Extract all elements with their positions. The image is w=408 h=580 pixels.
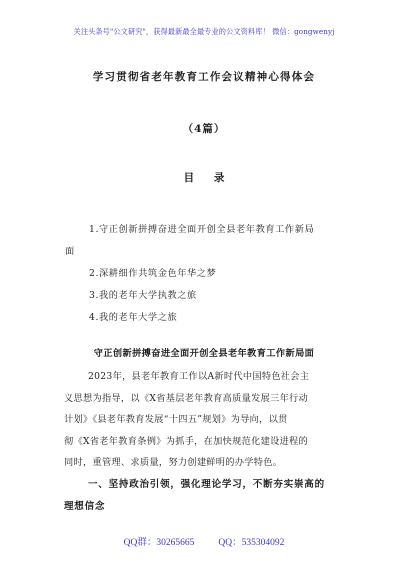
toc-item-1-line1: 1.守正创新拼搏奋进全面开创全县老年教育工作新局 [89,224,315,235]
article-count: （4篇） [182,123,226,135]
toc-heading: 目 录 [183,172,233,184]
paragraph-line: 同时，重管理、求质量，努力创建鲜明的办学特色。 [64,457,283,468]
footer-contact [0,534,408,548]
table-of-contents [65,219,359,329]
body-paragraph [64,366,352,474]
toc-item-4: 4.我的老年大学之旅 [89,312,178,323]
section-title: 守正创新拼搏奋进全面开创全县老年教育工作新局面 [93,348,315,359]
paragraph-line: 义思想为指导，以《X省基层老年教育高质量发展三年行动 [64,392,309,404]
toc-item-3: 3.我的老年大学执教之旅 [89,290,197,301]
toc-item-1-line2: 面 [65,246,75,257]
toc-item-1 [65,219,359,257]
toc-item-2: 2.深耕细作共筑金色年华之梦 [89,268,217,279]
header-note: 关注头条号"公文研究"，获得最新最全最专业的公文资料库！ 微信：gongwenyj [73,27,335,36]
subheading-line: 理想信念 [64,500,106,512]
paragraph-line: 计划》《县老年教育发展“十四五”规划》为导向，以贯 [64,414,288,425]
document-title: 学习贯彻省老年教育工作会议精神心得体会 [92,71,316,83]
footer-qq: QQ：535304092 [218,538,285,548]
footer-qq-group: QQ群：30265665 [123,538,195,548]
subheading-line: 一、坚持政治引领，强化理论学习，不断夯实崇高的 [88,479,325,490]
paragraph-line: 彻《X省老年教育条例》为抓手，在加快规范化建设进程的 [64,435,309,447]
paragraph-line: 2023年，县老年教育工作以A新时代中国特色社会主 [88,371,310,382]
subheading-one [64,474,364,517]
